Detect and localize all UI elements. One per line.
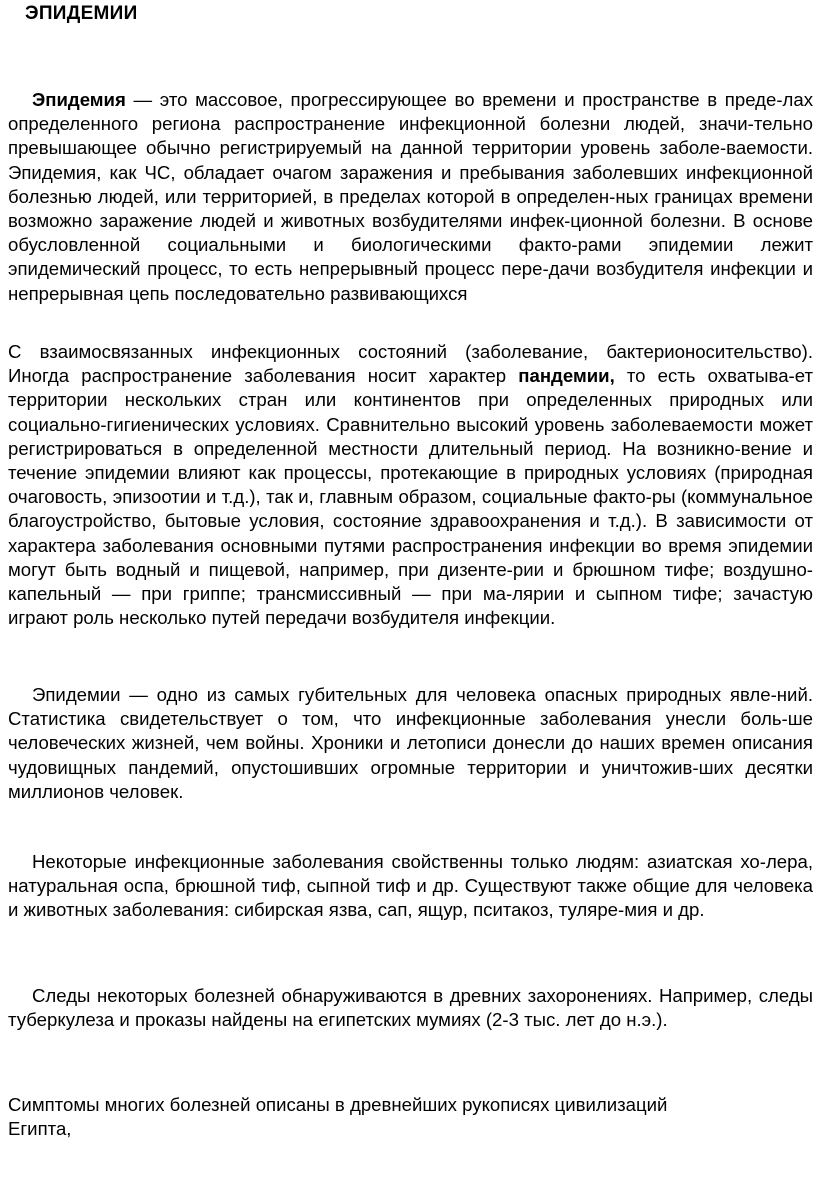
paragraph-ancient-manuscripts: [8, 1093, 813, 1141]
paragraph-1-text: — это массовое, прогрессирующее во времени и пространстве в преде-лах определенного региона распространение инфекционной болезни людей, значи-тельно превышающее обычно регистрируемый на данной территории уровень заболе-ваемости. Эпидемия, как ЧС, обладает очагом заражения и пребывания заболевших инфекционной болезнью людей, или территорией, в пределах которой в определен-ных границах времени возможно заражение людей и животных возбудителями инфек-ционной болезни. В основе обусловленной социальными и биологическими факто-рами эпидемии лежит эпидемический процесс, то есть непрерывный процесс пере-дачи возбудителя инфекции и непрерывная цепь последовательно развивающихся: [8, 89, 813, 304]
paragraph-ancient-traces: Следы некоторых болезней обнаруживаются в древних захоронениях. Например, следы туберкулеза и проказы найдены на египетских мумиях (2-3 тыс. лет до н.э.).: [8, 985, 813, 1031]
term-epidemic: Эпидемия: [32, 89, 126, 110]
paragraph-2-text-after: то есть охватыва-ет территории нескольких стран или континентов при определенных природных или социально-гигиенических условиях. Сравнительно высокий уровень заболеваемости может регистрироваться в определенной местности длительный период. На возникно-вение и течение эпидемии влияют как процессы, протекающие в природных условиях (природная очаговость, эпизоотии и т.д.), так и, главным образом, социальные факто-ры (коммунальное благоустройство, бытовые условия, состояние здравоохранения и т.д.). В зависимости от характера заболевания основными путями распространения инфекции во время эпидемии могут быть водный и пищевой, например, при дизенте-рии и брюшном тифе; воздушно-капельный — при гриппе; трансмиссивный — при ма-лярии и сыпном тифе; зачастую играют роль несколько путей передачи возбудителя инфекции.: [8, 365, 813, 629]
paragraph-destructive-epidemics: Эпидемии — одно из самых губительных для человека опасных природных явле-ний. Статистика свидетельствует о том, что инфекционные заболевания унесли боль-ше человеческих жизней, чем войны. Хроники и летописи донесли до наших времен описания чудовищных пандемий, опустошивших огромные территории и уничтожив-ших десятки миллионов человек.: [8, 684, 813, 802]
paragraph-2-text-before: С взаимосвязанных инфекционных состояний (заболевание, бактерионосительство). Иногда распространение заболевания носит характер: [8, 341, 813, 387]
document-title: ЭПИДЕМИИ: [25, 3, 138, 24]
paragraph-human-diseases: Некоторые инфекционные заболевания свойственны только людям: азиатская хо-лера, натуральная оспа, брюшной тиф, сыпной тиф и др. Существуют также общие для человека и животных заболевания: сибирская язва, сап, ящур, пситакоз, туляре-мия и др.: [8, 851, 813, 921]
paragraph-6-line-1: Симптомы многих болезней описаны в древнейших рукописях цивилизаций: [8, 1094, 668, 1115]
paragraph-6-line-2: Египта,: [8, 1118, 72, 1140]
term-pandemic: пандемии,: [518, 365, 615, 387]
paragraph-epidemic-definition: [8, 88, 813, 306]
paragraph-pandemic: [8, 340, 813, 630]
